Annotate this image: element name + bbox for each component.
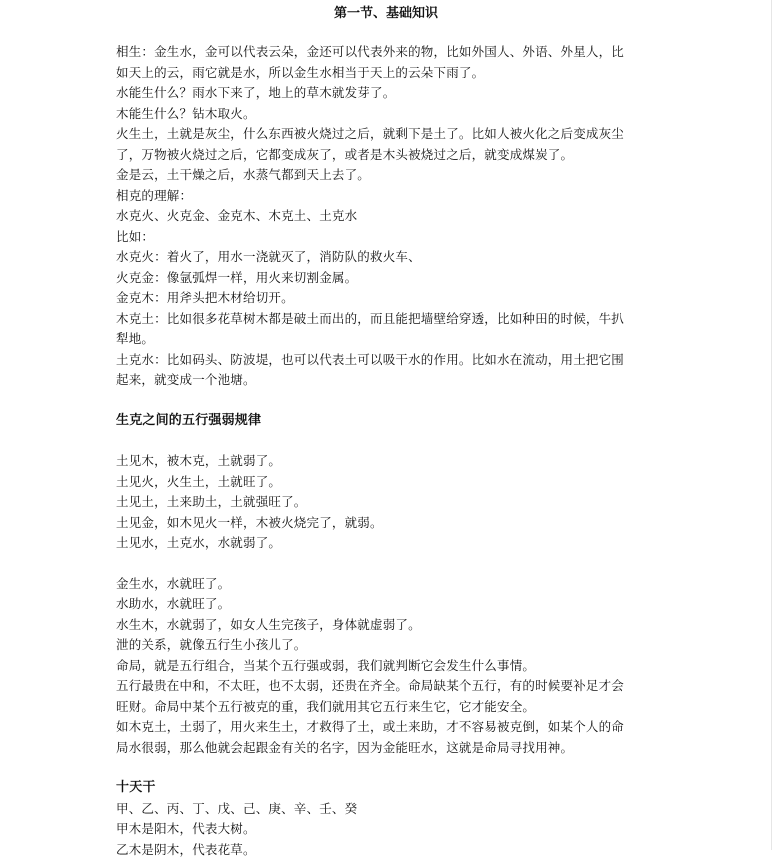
- list-item: 土见木，被木克，土就弱了。: [116, 451, 664, 472]
- paragraph-line: 水克火：着火了，用水一浇就灭了，消防队的救火车、: [116, 247, 664, 268]
- list-item: 水助水，水就旺了。: [116, 594, 664, 615]
- list-item: 甲、乙、丙、丁、戊、己、庚、辛、壬、癸: [116, 799, 664, 820]
- section-heading: 十天干: [116, 778, 664, 799]
- list-item: 命局，就是五行组合，当某个五行强或弱，我们就判断它会发生什么事情。: [116, 656, 664, 677]
- paragraph-line: 如天上的云，雨它就是水，所以金生水相当于天上的云朵下雨了。: [116, 63, 664, 84]
- list-item: 泄的关系，就像五行生小孩儿了。: [116, 635, 664, 656]
- paragraph-line: 金是云，土干燥之后，水蒸气都到天上去了。: [116, 165, 664, 186]
- paragraph-line: 如木克土，土弱了，用火来生土，才救得了土，或土来助，才不容易被克倒，如某个人的命: [116, 717, 664, 738]
- list-item: 水生木，水就弱了，如女人生完孩子，身体就虚弱了。: [116, 615, 664, 636]
- paragraph-line: 比如：: [116, 227, 664, 248]
- paragraph-line: 金克木：用斧头把木材给切开。: [116, 288, 664, 309]
- list-item: 土见火，火生土，土就旺了。: [116, 472, 664, 493]
- paragraph-line: 火克金：像氩弧焊一样，用火来切割金属。: [116, 268, 664, 289]
- paragraph-line: 了，万物被火烧过之后，它都变成灰了，或者是木头被烧过之后，就变成煤炭了。: [116, 145, 664, 166]
- paragraph-line: 水克火、火克金、金克木、木克土、土克水: [116, 206, 664, 227]
- paragraph-line: 起来，就变成一个池塘。: [116, 370, 664, 391]
- list-item: 甲木是阳木，代表大树。: [116, 819, 664, 840]
- paragraph-line: 相克的理解：: [116, 186, 664, 207]
- paragraph-line: 火生土，土就是灰尘，什么东西被火烧过之后，就剩下是土了。比如人被火化之后变成灰尘: [116, 124, 664, 145]
- paragraph-line: 土克水：比如码头、防波堤，也可以代表土可以吸干水的作用。比如水在流动，用土把它围: [116, 350, 664, 371]
- section-heading: 生克之间的五行强弱规律: [116, 411, 664, 432]
- paragraph-line: 犁地。: [116, 329, 664, 350]
- paragraph-line: 相生：金生水，金可以代表云朵，金还可以代表外来的物，比如外国人、外语、外星人，比: [116, 42, 664, 63]
- document-body: [116, 42, 664, 860]
- list-item: 土见水，土克水，水就弱了。: [116, 533, 664, 554]
- page-title: 第一节、基础知识: [0, 4, 772, 24]
- paragraph-line: 局水很弱，那么他就会起跟金有关的名字，因为金能旺水，这就是命局寻找用神。: [116, 738, 664, 759]
- paragraph-line: 木克土：比如很多花草树木都是破土而出的，而且能把墙壁给穿透，比如种田的时候，牛扒: [116, 309, 664, 330]
- list-item: 土见金，如木见火一样，木被火烧完了，就弱。: [116, 513, 664, 534]
- paragraph-line: 五行最贵在中和，不太旺，也不太弱，还贵在齐全。命局缺某个五行，有的时候要补足才会: [116, 676, 664, 697]
- list-item: 乙木是阴木，代表花草。: [116, 840, 664, 860]
- paragraph-line: 木能生什么？钻木取火。: [116, 104, 664, 125]
- list-item: 金生水，水就旺了。: [116, 574, 664, 595]
- paragraph-line: 旺财。命局中某个五行被克的重，我们就用其它五行来生它，它才能安全。: [116, 697, 664, 718]
- paragraph-line: 水能生什么？雨水下来了，地上的草木就发芽了。: [116, 83, 664, 104]
- list-item: 土见土，土来助土，土就强旺了。: [116, 492, 664, 513]
